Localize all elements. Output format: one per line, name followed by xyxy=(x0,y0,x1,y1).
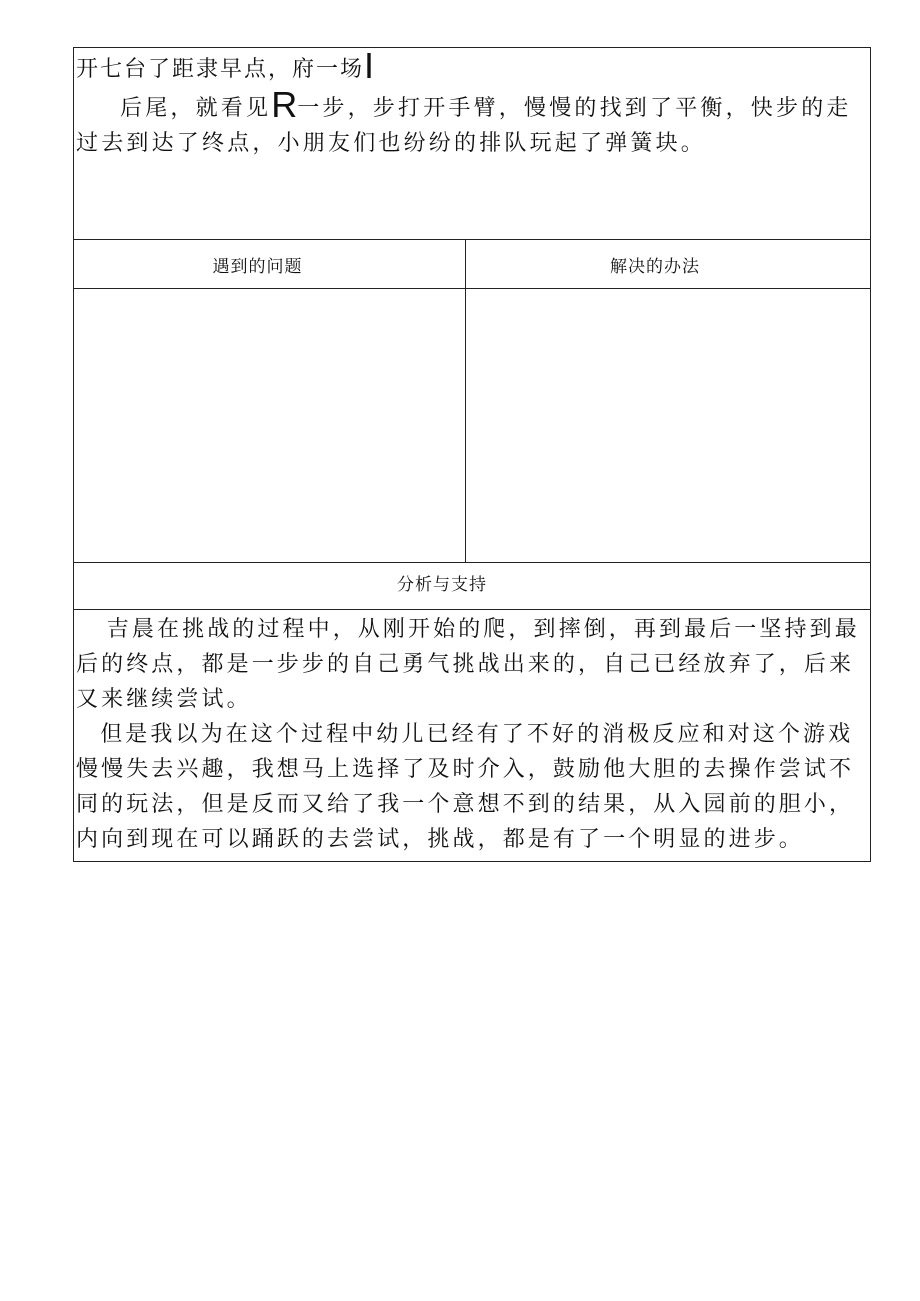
solutions-header: 解决的办法 xyxy=(610,256,700,277)
problem-solution-body-row xyxy=(74,289,870,563)
analysis-support-header: 分析与支持 xyxy=(74,563,870,610)
observation-paragraph xyxy=(76,84,868,161)
analysis-paragraph-2: 但是我以为在这个过程中幼儿已经有了不好的消极反应和对这个游戏慢慢失去兴趣，我想马上选择了及时介入，鼓励他大胆的去操作尝试不同的玩法，但是反而又给了我一个意想不到的结果，从入园前的胆小，内向到现在可以踊跃的去尝试，挑战，都是有了一个明显的进步。 xyxy=(76,722,855,852)
problems-cell xyxy=(74,289,466,562)
observation-para-rest: 一步，步打开手臂，慢慢的找到了平衡，快步的走过去到达了终点，小朋友们也纷纷的排队玩起了弹簧块。 xyxy=(76,96,852,156)
solutions-cell xyxy=(466,289,870,562)
observation-para-start: 后尾，就看见 xyxy=(120,96,272,121)
observation-record-table xyxy=(73,47,871,862)
observation-line1-text: 开七台了距隶早点，府一场 xyxy=(76,57,365,82)
analysis-support-cell xyxy=(74,610,870,861)
problems-header: 遇到的问题 xyxy=(74,240,466,288)
observation-cell xyxy=(74,45,870,240)
analysis-paragraph-1: 吉晨在挑战的过程中，从刚开始的爬，到摔倒，再到最后一坚持到最后的终点，都是一步步的自己勇气挑战出来的，自己已经放弃了，后来又来继续尝试。 xyxy=(76,617,860,712)
observation-para-mark: R xyxy=(271,84,298,125)
observation-first-line xyxy=(76,45,868,87)
observation-line1-mark: I xyxy=(364,45,375,86)
problem-solution-header-row xyxy=(74,240,870,289)
